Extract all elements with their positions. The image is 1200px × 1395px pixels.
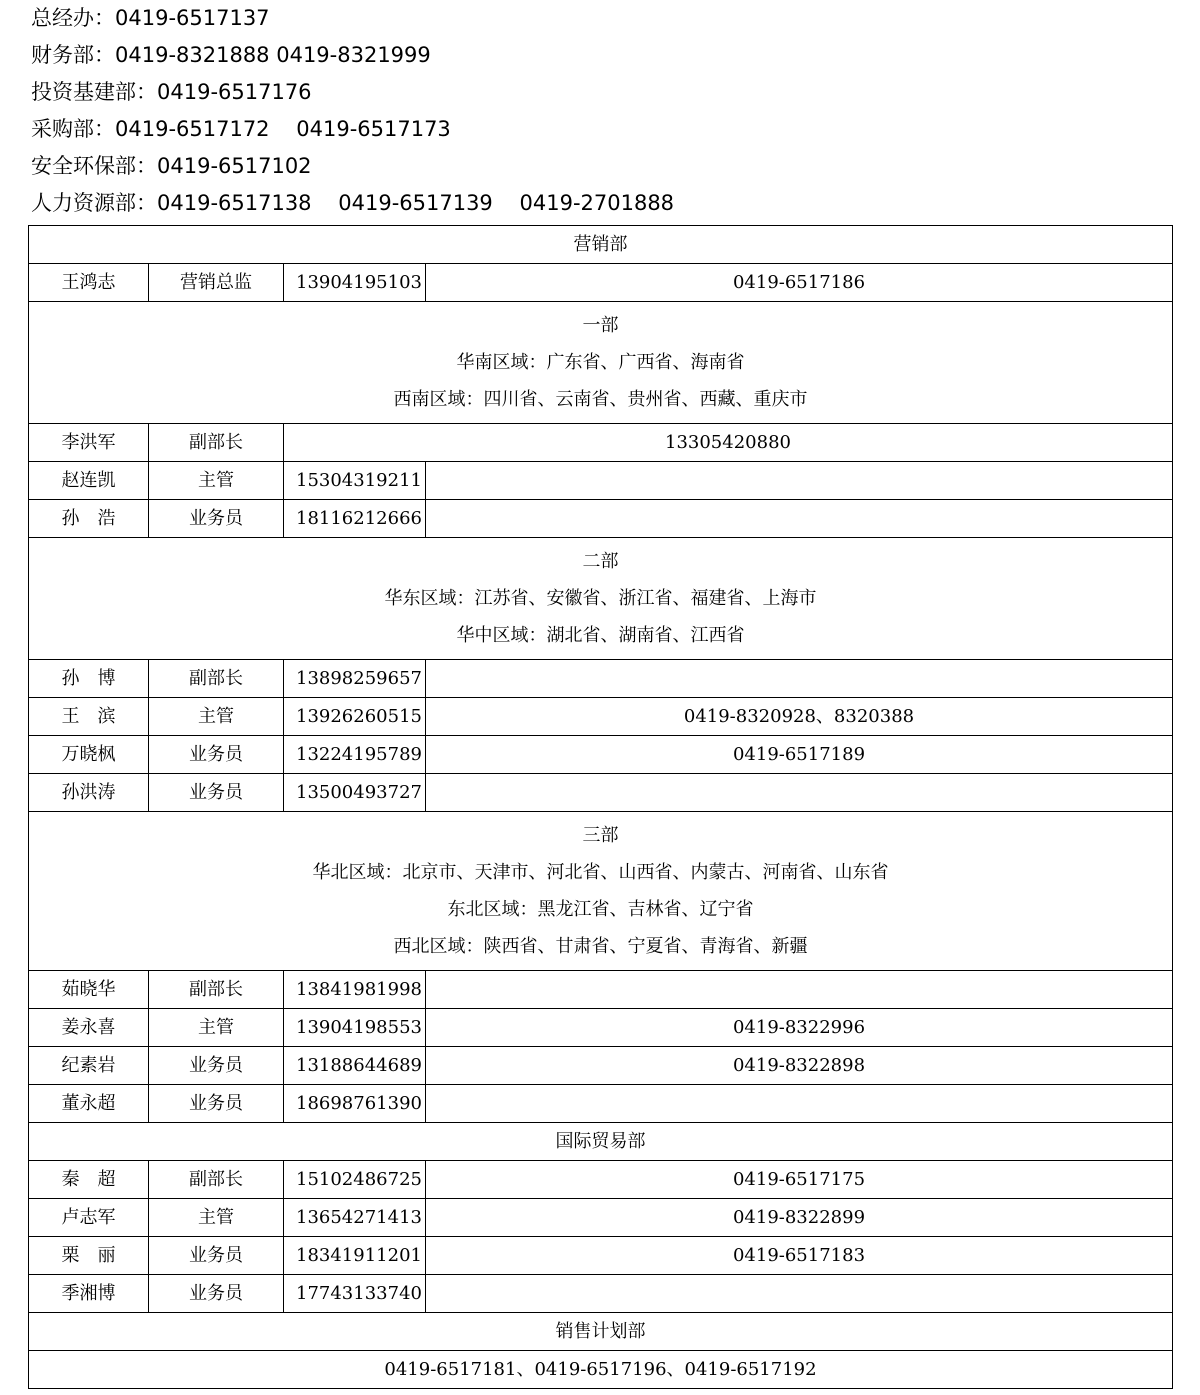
staff-mobile: 13904198553: [284, 1009, 426, 1047]
staff-role: 主管: [149, 1009, 284, 1047]
region-line: 东北区域：黑龙江省、吉林省、辽宁省: [447, 899, 754, 920]
staff-role: 主管: [149, 462, 284, 500]
section-header-row: [29, 812, 1173, 971]
staff-role: 业务员: [149, 500, 284, 538]
contact-label: 人力资源部：: [31, 191, 157, 215]
staff-mobile: 17743133740: [284, 1275, 426, 1313]
staff-office: 0419-6517183: [426, 1237, 1173, 1275]
staff-name: 李洪军: [29, 424, 149, 462]
staff-role: 主管: [149, 698, 284, 736]
staff-mobile: 13841981998: [284, 971, 426, 1009]
staff-office: 0419-6517186: [426, 264, 1173, 302]
table-row: [29, 698, 1173, 736]
region-line: 西南区域：四川省、云南省、贵州省、西藏、重庆市: [393, 389, 808, 410]
staff-office: 0419-8322996: [426, 1009, 1173, 1047]
contact-line: [31, 37, 674, 74]
contact-numbers: 0419-6517172 0419-6517173: [115, 117, 451, 141]
staff-role: 副部长: [149, 424, 284, 462]
staff-office: [426, 1275, 1173, 1313]
staff-mobile: 18116212666: [284, 500, 426, 538]
section-header-row: [29, 226, 1173, 264]
staff-mobile: 15102486725: [284, 1161, 426, 1199]
section-header-row: [29, 1123, 1173, 1161]
table-row: [29, 1085, 1173, 1123]
staff-name: 茹晓华: [29, 971, 149, 1009]
region-line: 华北区域：北京市、天津市、河北省、山西省、内蒙古、河南省、山东省: [312, 862, 889, 883]
section-header-row: [29, 302, 1173, 424]
dept-title: 二部: [582, 551, 619, 572]
staff-mobile: 13926260515: [284, 698, 426, 736]
dept-title: 三部: [582, 825, 619, 846]
sales-plan-title: 销售计划部: [29, 1313, 1173, 1351]
staff-mobile: 13224195789: [284, 736, 426, 774]
section-header-row: [29, 538, 1173, 660]
staff-role: 营销总监: [149, 264, 284, 302]
contact-numbers: 0419-6517138 0419-6517139 0419-2701888: [157, 191, 675, 215]
intl-trade-title: 国际贸易部: [29, 1123, 1173, 1161]
dept2-section: [29, 538, 1173, 660]
staff-name: 孙 博: [29, 660, 149, 698]
region-line: 华中区域：湖北省、湖南省、江西省: [456, 625, 745, 646]
staff-mobile: 13188644689: [284, 1047, 426, 1085]
table-row: [29, 1351, 1173, 1389]
table-row: [29, 1199, 1173, 1237]
staff-mobile: 13654271413: [284, 1199, 426, 1237]
contact-numbers: 0419-6517102: [157, 154, 312, 178]
contact-label: 采购部：: [31, 117, 115, 141]
dept3-section: [29, 812, 1173, 971]
staff-name: 栗 丽: [29, 1237, 149, 1275]
staff-name: 孙洪涛: [29, 774, 149, 812]
staff-name: 王 滨: [29, 698, 149, 736]
contact-label: 安全环保部：: [31, 154, 157, 178]
staff-role: 业务员: [149, 1085, 284, 1123]
contact-line: [31, 111, 674, 148]
staff-mobile: 15304319211: [284, 462, 426, 500]
staff-name: 王鸿志: [29, 264, 149, 302]
table-row: [29, 1161, 1173, 1199]
staff-office: 0419-8322899: [426, 1199, 1173, 1237]
section-header-row: [29, 1313, 1173, 1351]
staff-name: 孙 浩: [29, 500, 149, 538]
staff-office: 0419-6517189: [426, 736, 1173, 774]
staff-role: 副部长: [149, 1161, 284, 1199]
table-row: [29, 1275, 1173, 1313]
staff-role: 业务员: [149, 1275, 284, 1313]
staff-role: 业务员: [149, 736, 284, 774]
staff-mobile: 13904195103: [284, 264, 426, 302]
staff-office: [426, 774, 1173, 812]
staff-office: [426, 500, 1173, 538]
staff-role: 副部长: [149, 660, 284, 698]
staff-name: 赵连凯: [29, 462, 149, 500]
table-row: [29, 971, 1173, 1009]
staff-role: 业务员: [149, 1047, 284, 1085]
staff-mobile: 18698761390: [284, 1085, 426, 1123]
marketing-title: 营销部: [29, 226, 1173, 264]
staff-name: 卢志军: [29, 1199, 149, 1237]
contact-numbers: 0419-6517176: [157, 80, 312, 104]
staff-office: [426, 660, 1173, 698]
table-row: [29, 264, 1173, 302]
region-line: 华南区域：广东省、广西省、海南省: [456, 352, 745, 373]
contact-numbers: 0419-8321888 0419-8321999: [115, 43, 431, 67]
region-line: 西北区域：陕西省、甘肃省、宁夏省、青海省、新疆: [393, 936, 808, 957]
table-row: [29, 424, 1173, 462]
staff-role: 业务员: [149, 1237, 284, 1275]
table-row: [29, 660, 1173, 698]
sales-plan-phones: 0419-6517181、0419-6517196、0419-6517192: [29, 1351, 1173, 1389]
dept-title: 一部: [582, 315, 619, 336]
marketing-directory-table: [28, 225, 1173, 1389]
staff-office: 0419-6517175: [426, 1161, 1173, 1199]
table-row: [29, 1237, 1173, 1275]
contact-line: [31, 74, 674, 111]
contact-numbers: 0419-6517137: [115, 6, 270, 30]
dept1-section: [29, 302, 1173, 424]
staff-office: [426, 971, 1173, 1009]
department-contacts: [31, 0, 674, 222]
staff-name: 万晓枫: [29, 736, 149, 774]
contact-line: [31, 185, 674, 222]
staff-mobile: 18341911201: [284, 1237, 426, 1275]
staff-mobile: 13500493727: [284, 774, 426, 812]
table-row: [29, 1047, 1173, 1085]
table-row: [29, 462, 1173, 500]
contact-line: [31, 148, 674, 185]
contact-label: 投资基建部：: [31, 80, 157, 104]
staff-office: [426, 462, 1173, 500]
staff-name: 秦 超: [29, 1161, 149, 1199]
staff-name: 纪素岩: [29, 1047, 149, 1085]
staff-name: 姜永喜: [29, 1009, 149, 1047]
table-row: [29, 774, 1173, 812]
staff-mobile: 13898259657: [284, 660, 426, 698]
staff-office: 0419-8322898: [426, 1047, 1173, 1085]
contact-line: [31, 0, 674, 37]
staff-mobile: 13305420880: [284, 424, 1173, 462]
staff-office: [426, 1085, 1173, 1123]
table-row: [29, 1009, 1173, 1047]
contact-label: 总经办：: [31, 6, 115, 30]
staff-office: 0419-8320928、8320388: [426, 698, 1173, 736]
staff-name: 季湘博: [29, 1275, 149, 1313]
table-row: [29, 736, 1173, 774]
region-line: 华东区域：江苏省、安徽省、浙江省、福建省、上海市: [384, 588, 817, 609]
staff-name: 董永超: [29, 1085, 149, 1123]
table-row: [29, 500, 1173, 538]
contact-label: 财务部：: [31, 43, 115, 67]
staff-role: 副部长: [149, 971, 284, 1009]
staff-role: 主管: [149, 1199, 284, 1237]
staff-role: 业务员: [149, 774, 284, 812]
